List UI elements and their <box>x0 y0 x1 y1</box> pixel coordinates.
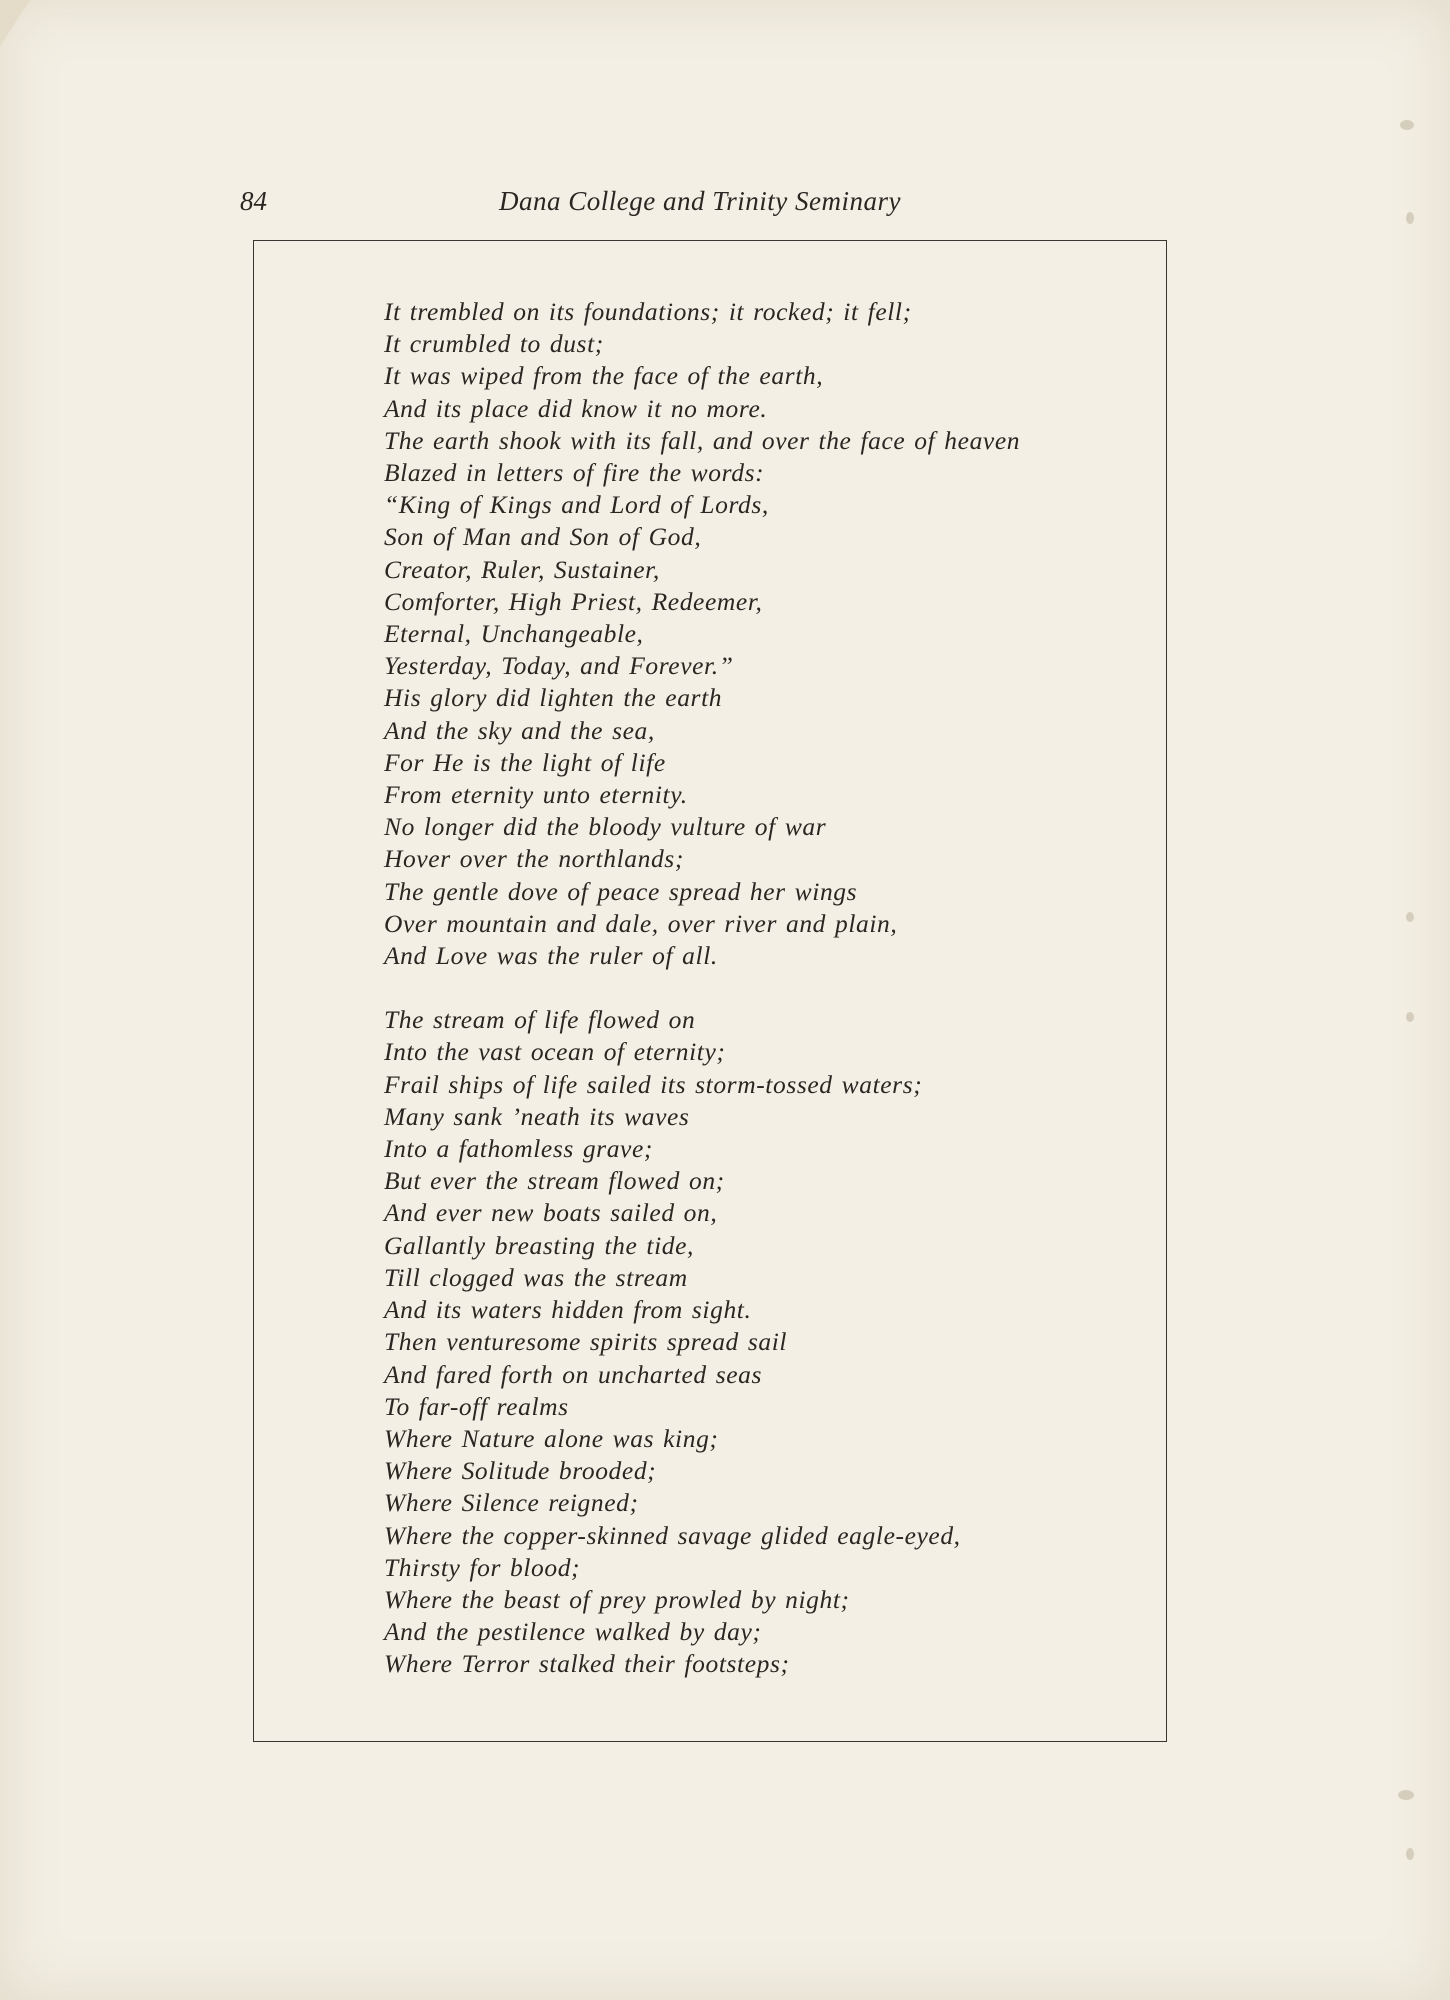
poem-line: For He is the light of life <box>384 747 666 777</box>
page-number: 84 <box>240 186 267 216</box>
paper-blemish <box>1400 120 1414 130</box>
poem-line: Where Nature alone was king; <box>384 1423 719 1453</box>
poem-line: It crumbled to dust; <box>384 329 604 359</box>
poem-line: Eternal, Unchangeable, <box>384 619 644 649</box>
poem-line: Into a fathomless grave; <box>384 1134 653 1164</box>
stanza-1 <box>384 296 1124 972</box>
poem-line: Where the copper-skinned savage glided eagle-eyed, <box>384 1520 961 1550</box>
paper-blemish <box>1398 1790 1414 1800</box>
poem-line: His glory did lighten the earth <box>384 683 723 713</box>
poem-line: Then venturesome spirits spread sail <box>384 1327 788 1357</box>
poem-line: The stream of life flowed on <box>384 1005 696 1035</box>
paper-blemish <box>1406 1848 1414 1860</box>
stanza-2 <box>384 1004 1124 1680</box>
poem-line: Many sank ’neath its waves <box>384 1101 690 1131</box>
poem-line: Where Solitude brooded; <box>384 1456 657 1486</box>
poem-line: It was wiped from the face of the earth, <box>384 361 824 391</box>
poem-line: Hover over the northlands; <box>384 844 684 874</box>
poem-line: Where Terror stalked their footsteps; <box>384 1649 790 1679</box>
poem-line: It trembled on its foundations; it rocked; it fell; <box>384 297 912 326</box>
poem-line: And the pestilence walked by day; <box>384 1617 762 1647</box>
poem-line: Comforter, High Priest, Redeemer, <box>384 586 763 616</box>
poem-line: “King of Kings and Lord of Lords, <box>384 490 769 520</box>
poem-line: Son of Man and Son of God, <box>384 522 702 552</box>
poem-line: To far-off realms <box>384 1391 569 1421</box>
poem-line: And Love was the ruler of all. <box>384 941 718 971</box>
poem-line: And the sky and the sea, <box>384 715 655 745</box>
poem-line: Blazed in letters of fire the words: <box>384 458 765 488</box>
poem-line: Where the beast of prey prowled by night; <box>384 1584 850 1614</box>
poem-line: Over mountain and dale, over river and plain, <box>384 908 898 938</box>
paper-blemish <box>1406 912 1414 922</box>
poem-line: Into the vast ocean of eternity; <box>384 1037 726 1067</box>
poem-line: And its place did know it no more. <box>384 393 768 423</box>
poem-line: And fared forth on uncharted seas <box>384 1359 763 1389</box>
poem-line: From eternity unto eternity. <box>384 780 688 810</box>
poem-line: Till clogged was the stream <box>384 1262 688 1292</box>
page-header <box>240 186 1160 226</box>
poem-line: And its waters hidden from sight. <box>384 1295 752 1325</box>
paper-blemish <box>1406 1012 1414 1022</box>
paper-blemish <box>1406 212 1414 224</box>
poem-body <box>384 296 1124 1681</box>
poem-line: The gentle dove of peace spread her wings <box>384 876 858 906</box>
poem-line: No longer did the bloody vulture of war <box>384 812 827 842</box>
poem-line: And ever new boats sailed on, <box>384 1198 718 1228</box>
poem-line: Gallantly breasting the tide, <box>384 1230 695 1260</box>
poem-line: The earth shook with its fall, and over the face of heaven <box>384 425 1021 455</box>
poem-line: Where Silence reigned; <box>384 1488 639 1518</box>
poem-line: Thirsty for blood; <box>384 1552 581 1582</box>
poem-line: Yesterday, Today, and Forever.” <box>384 651 734 681</box>
poem-line: Frail ships of life sailed its storm-tossed waters; <box>384 1069 923 1099</box>
poem-line: Creator, Ruler, Sustainer, <box>384 554 660 584</box>
running-title: Dana College and Trinity Seminary <box>499 186 901 216</box>
poem-line: But ever the stream flowed on; <box>384 1166 725 1196</box>
folded-corner <box>0 0 30 46</box>
